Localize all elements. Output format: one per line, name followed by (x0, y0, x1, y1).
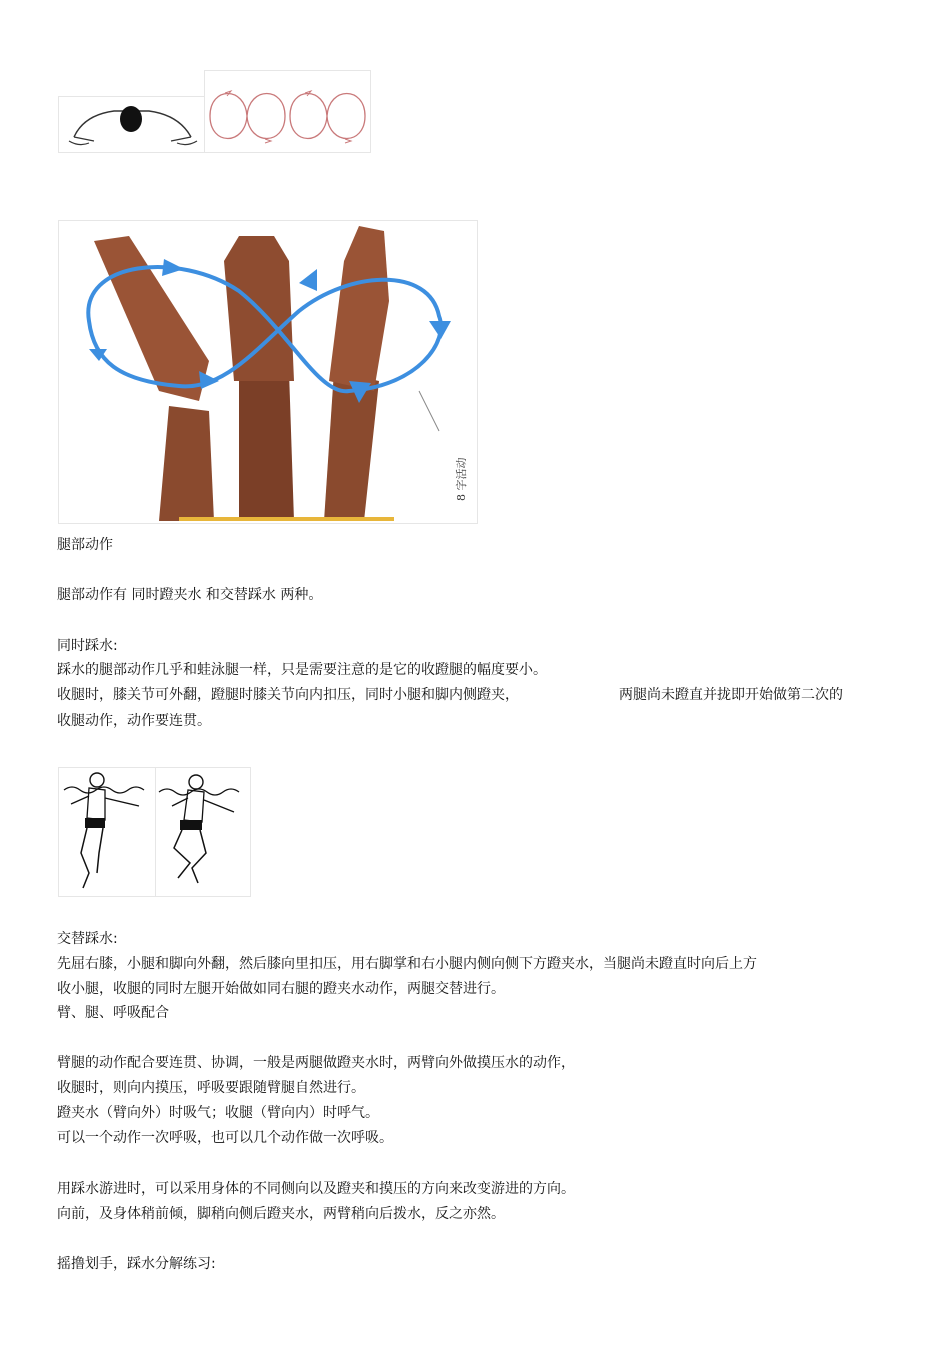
coord-paragraph-4: 可以一个动作一次呼吸，也可以几个动作做一次呼吸。 (57, 1130, 393, 1146)
figure-eight-path-figure (204, 70, 371, 153)
figure-caption: 8 字活动 (455, 457, 468, 501)
swimmer-top-view-figure (58, 96, 205, 153)
sync-heading: 同时踩水: (57, 638, 118, 654)
drill-heading: 摇撸划手，踩水分解练习: (57, 1256, 216, 1272)
treading-water-left-figure (58, 767, 156, 897)
alt-paragraph-2: 收小腿，收腿的同时左腿开始做如同右腿的蹬夹水动作，两腿交替进行。 (57, 981, 505, 997)
coord-paragraph-1: 臂腿的动作配合要连贯、协调，一般是两腿做蹬夹水时，两臂向外做摸压水的动作， (57, 1055, 575, 1071)
sync-paragraph-2b: 两腿尚未蹬直并拢即开始做第二次的 (619, 687, 843, 703)
direction-paragraph-1: 用踩水游进时，可以采用身体的不同侧向以及蹬夹和摸压的方向来改变游进的方向。 (57, 1181, 575, 1197)
coord-heading: 臂、腿、呼吸配合 (57, 1005, 169, 1021)
leg-intro: 腿部动作有 同时蹬夹水 和交替踩水 两种。 (57, 587, 323, 603)
direction-paragraph-2: 向前，及身体稍前倾，脚稍向侧后蹬夹水，两臂稍向后拨水，反之亦然。 (57, 1206, 505, 1222)
treading-water-right-figure (155, 767, 251, 897)
coord-paragraph-3: 蹬夹水（臂向外）时吸气；收腿（臂向内）时呼气。 (57, 1105, 379, 1121)
sync-paragraph-1: 踩水的腿部动作几乎和蛙泳腿一样，只是需要注意的是它的收蹬腿的幅度要小。 (57, 662, 547, 678)
alt-heading: 交替踩水: (57, 931, 118, 947)
leg-heading: 腿部动作 (57, 537, 113, 553)
sync-paragraph-3: 收腿动作，动作要连贯。 (57, 713, 211, 729)
hands-figure-eight-figure (58, 220, 478, 524)
alt-paragraph-1: 先屈右膝，小腿和脚向外翻，然后膝向里扣压，用右脚掌和右小腿内侧向侧下方蹬夹水，当腿尚未蹬直时向后上方 (57, 956, 757, 972)
coord-paragraph-2: 收腿时，则向内摸压，呼吸要跟随臂腿自然进行。 (57, 1080, 365, 1096)
sync-paragraph-2a: 收腿时，膝关节可外翻，蹬腿时膝关节向内扣压，同时小腿和脚内侧蹬夹， (57, 687, 519, 703)
